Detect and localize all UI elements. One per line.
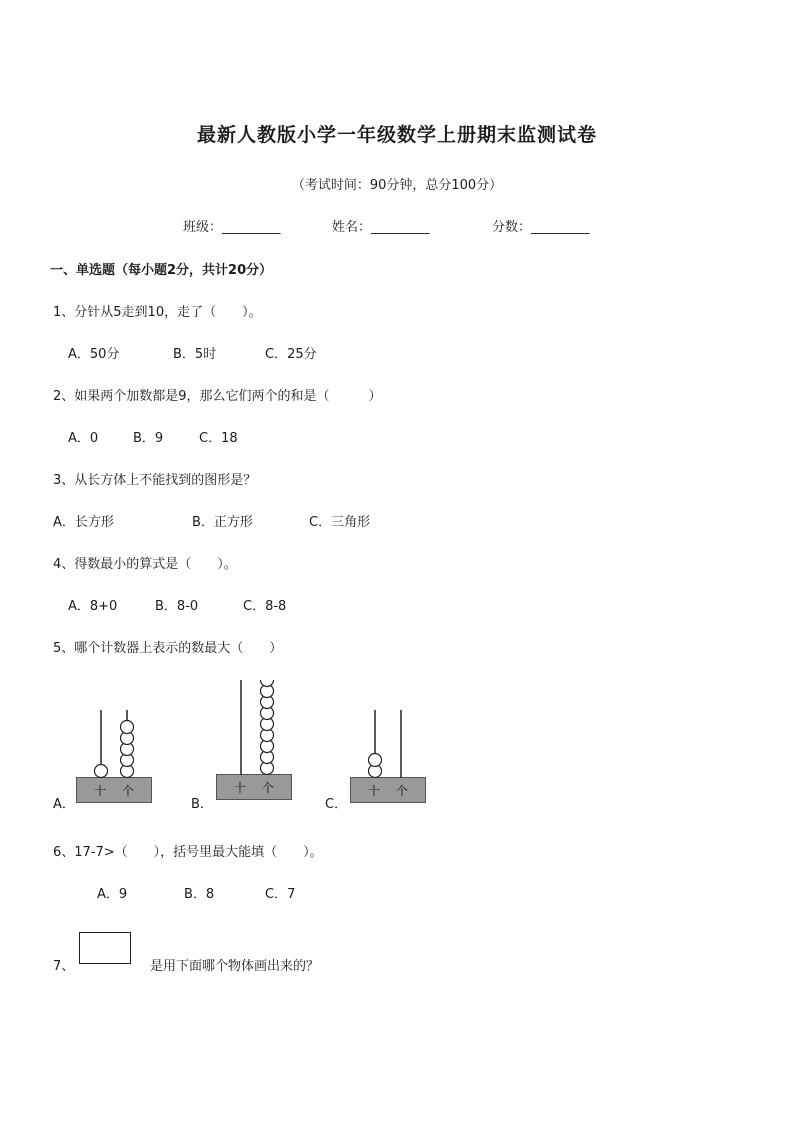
abacus-c-base bbox=[350, 777, 426, 803]
question-2: 2、如果两个加数都是9，那么它们两个的和是（ ） bbox=[53, 389, 382, 404]
abacus-c-ones-label: 个 bbox=[396, 784, 409, 798]
abacus-c-tens-label: 十 bbox=[368, 784, 381, 798]
question-3: 3、从长方体上不能找到的图形是？ bbox=[53, 473, 257, 488]
q6-option-a[interactable]: A．9 bbox=[97, 887, 128, 902]
abacus-bead-ones bbox=[121, 721, 134, 734]
abacus-a-rods bbox=[72, 660, 157, 778]
abacus-a bbox=[72, 660, 157, 810]
question-5: 5、哪个计数器上表示的数最大（ ） bbox=[53, 641, 283, 656]
question-6: 6、17-7>（ ），括号里最大能填（ ）。 bbox=[53, 845, 323, 860]
abacus-c-rods bbox=[346, 700, 431, 778]
q2-option-c[interactable]: C．18 bbox=[199, 431, 238, 446]
abacus-bead-tens bbox=[369, 754, 382, 767]
q2-option-a[interactable]: A．0 bbox=[68, 431, 99, 446]
abacus-b-tens-label: 十 bbox=[234, 781, 247, 795]
abacus-a-ones-label: 个 bbox=[122, 784, 135, 798]
q4-option-c[interactable]: C．8-8 bbox=[243, 599, 287, 614]
abacus-b-ones-label: 个 bbox=[262, 781, 275, 795]
q4-option-b[interactable]: B．8-0 bbox=[155, 599, 199, 614]
question-7-prefix: 7、 bbox=[53, 959, 75, 974]
abacus-b-base bbox=[216, 774, 292, 800]
abacus-b bbox=[212, 680, 302, 805]
name-field[interactable]: 姓名：_________ bbox=[332, 220, 430, 235]
q5-option-a[interactable]: A． bbox=[53, 797, 75, 812]
question-7-text: 是用下面哪个物体画出来的？ bbox=[150, 959, 320, 974]
question-1: 1、分针从5走到10，走了（ ）。 bbox=[53, 305, 262, 320]
abacus-b-rods bbox=[212, 680, 302, 775]
class-field[interactable]: 班级：_________ bbox=[183, 220, 281, 235]
q5-option-b[interactable]: B． bbox=[191, 797, 213, 812]
q3-option-b[interactable]: B．正方形 bbox=[192, 515, 253, 530]
q3-option-a[interactable]: A．长方形 bbox=[53, 515, 114, 530]
page-title: 最新人教版小学一年级数学上册期末监测试卷 bbox=[196, 124, 597, 146]
abacus-c bbox=[346, 700, 431, 810]
q5-option-c[interactable]: C． bbox=[325, 797, 348, 812]
exam-info: （考试时间：90分钟，总分100分） bbox=[291, 178, 503, 193]
score-field[interactable]: 分数：_________ bbox=[492, 220, 590, 235]
abacus-bead-ones bbox=[261, 680, 274, 687]
rectangle-figure bbox=[79, 932, 131, 964]
q6-option-c[interactable]: C．7 bbox=[265, 887, 296, 902]
q4-option-a[interactable]: A．8+0 bbox=[68, 599, 118, 614]
section-title: 一、单选题（每小题2分，共计20分） bbox=[50, 263, 273, 278]
q1-option-c[interactable]: C．25分 bbox=[265, 347, 317, 362]
abacus-a-base bbox=[76, 777, 152, 803]
q1-option-b[interactable]: B．5时 bbox=[173, 347, 217, 362]
question-4: 4、得数最小的算式是（ ）。 bbox=[53, 557, 237, 572]
q2-option-b[interactable]: B．9 bbox=[133, 431, 164, 446]
q3-option-c[interactable]: C．三角形 bbox=[309, 515, 371, 530]
q1-option-a[interactable]: A．50分 bbox=[68, 347, 120, 362]
abacus-a-tens-label: 十 bbox=[94, 784, 107, 798]
q6-option-b[interactable]: B．8 bbox=[184, 887, 215, 902]
abacus-bead-tens bbox=[95, 765, 108, 778]
